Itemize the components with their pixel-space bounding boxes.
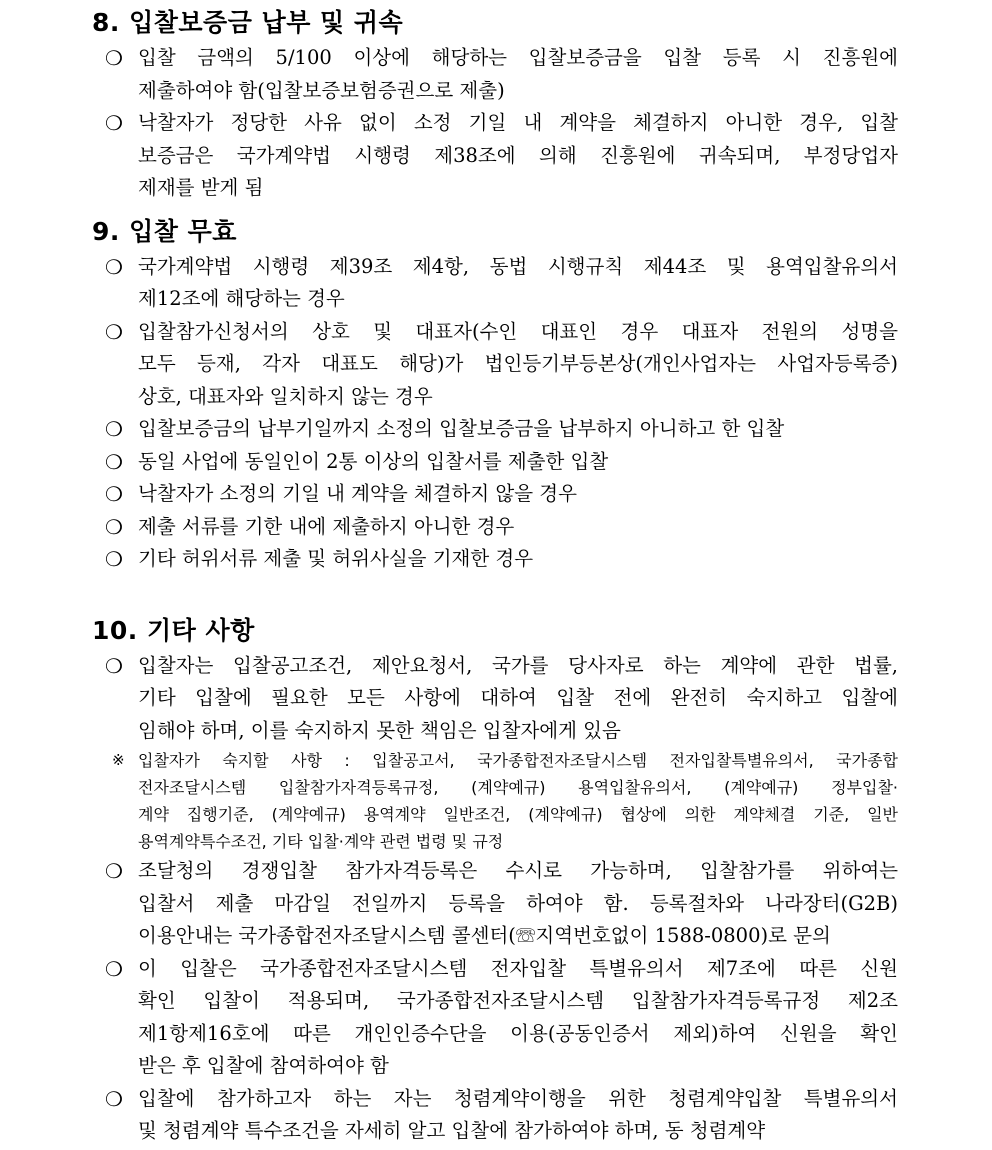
bullet-line: 및 청렴계약 특수조건을 자세히 알고 입찰에 참가하여야 하며, 동 청렴계약 (138, 1119, 766, 1142)
bullet-line: 입찰자는 입찰공고조건, 제안요청서, 국가를 당사자로 하는 계약에 관한 법률, (138, 653, 898, 677)
bullet-line: 입찰참가신청서의 상호 및 대표자(수인 대표인 경우 대표자 전원의 성명을 (138, 319, 898, 343)
bullet-circle-icon: ❍ (105, 417, 123, 441)
bullet-line: 입찰서 제출 마감일 전일까지 등록을 하여야 함. 등록절차와 나라장터(G2B) (138, 891, 898, 915)
note-line: 입찰자가 숙지할 사항 : 입찰공고서, 국가종합전자조달시스템 전자입찰특별유의서, 국가종합 (138, 751, 898, 770)
bullet-circle-icon: ❍ (105, 859, 123, 883)
bullet-circle-icon: ❍ (105, 547, 123, 571)
bullet-line: 낙찰자가 정당한 사유 없이 소정 기일 내 계약을 체결하지 아니한 경우, 입찰 (138, 111, 898, 134)
bullet-item (92, 478, 898, 511)
bullet-item (92, 650, 898, 748)
section-title: 8. 입찰보증금 납부 및 귀속 (92, 8, 404, 37)
bullet-item (92, 511, 898, 544)
section-title: 9. 입찰 무효 (92, 216, 237, 246)
bullet-line: 입찰 금액의 5/100 이상에 해당하는 입찰보증금을 입찰 등록 시 진흥원에 (138, 46, 898, 69)
note-item (92, 747, 898, 855)
note-line: 전자조달시스템 입찰참가자격등록규정, (계약예규) 용역입찰유의서, (계약예규) 정부입찰· (138, 778, 898, 797)
bullet-item (92, 543, 898, 576)
bullet-circle-icon: ❍ (105, 449, 123, 474)
bullet-line: 동일 사업에 동일인이 2통 이상의 입찰서를 제출한 입찰 (138, 449, 609, 473)
bullet-line: 기타 입찰에 필요한 모든 사항에 대하여 입찰 전에 완전히 숙지하고 입찰에 (138, 686, 898, 709)
bullet-item (92, 316, 898, 414)
bullet-item (92, 413, 898, 446)
bullet-item (92, 855, 898, 953)
bullet-line: 제출 서류를 기한 내에 제출하지 아니한 경우 (138, 514, 515, 538)
bullet-circle-icon: ❍ (105, 46, 123, 70)
bullet-item (92, 1083, 898, 1148)
bullet-line: 국가계약법 시행령 제39조 제4항, 동법 시행규칙 제44조 및 용역입찰유의서 (138, 254, 898, 278)
bullet-line: 상호, 대표자와 일치하지 않는 경우 (138, 384, 433, 408)
bullet-item (92, 107, 898, 205)
bullet-item (92, 446, 898, 479)
bullet-circle-icon: ❍ (105, 482, 123, 506)
bullet-line: 확인 입찰이 적용되며, 국가종합전자조달시스템 입찰참가자격등록규정 제2조 (138, 989, 898, 1012)
section-title: 10. 기타 사항 (92, 615, 255, 645)
bullet-line: 받은 후 입찰에 참여하여야 함 (138, 1054, 389, 1077)
bullet-item (92, 953, 898, 1083)
bullet-line: 제12조에 해당하는 경우 (138, 287, 345, 310)
note-line: 용역계약특수조건, 기타 입찰·계약 관련 법령 및 규정 (138, 832, 504, 851)
note-mark-icon: ※ (112, 751, 125, 769)
bullet-circle-icon: ❍ (105, 653, 123, 678)
bullet-item (92, 42, 898, 107)
bullet-line: 보증금은 국가계약법 시행령 제38조에 의해 진흥원에 귀속되며, 부정당업자 (138, 143, 898, 167)
bullet-line: 이용안내는 국가종합전자조달시스템 콜센터(☏지역번호없이 1588-0800)로 문의 (138, 924, 831, 947)
bullet-circle-icon: ❍ (105, 254, 123, 279)
bullet-line: 조달청의 경쟁입찰 참가자격등록은 수시로 가능하며, 입찰참가를 위하여는 (138, 859, 898, 882)
bullet-circle-icon: ❍ (105, 1086, 123, 1111)
bullet-circle-icon: ❍ (105, 111, 123, 135)
bullet-line: 임해야 하며, 이를 숙지하지 못한 책임은 입찰자에게 있음 (138, 718, 621, 742)
bullet-circle-icon: ❍ (105, 319, 123, 344)
bullet-circle-icon: ❍ (105, 514, 123, 539)
bullet-line: 제1항제16호에 따른 개인인증수단을 이용(공동인증서 제외)하여 신원을 확인 (138, 1021, 898, 1045)
note-line: 계약 집행기준, (계약예규) 용역계약 일반조건, (계약예규) 협상에 의한 계약체결 기준, 일반 (138, 805, 898, 824)
bullet-line: 입찰보증금의 납부기일까지 소정의 입찰보증금을 납부하지 아니하고 한 입찰 (138, 417, 785, 440)
bullet-line: 제출하여야 함(입찰보증보험증권으로 제출) (138, 78, 505, 102)
bullet-line: 이 입찰은 국가종합전자조달시스템 전자입찰 특별유의서 제7조에 따른 신원 (138, 956, 898, 980)
bullet-line: 낙찰자가 소정의 기일 내 계약을 체결하지 않을 경우 (138, 482, 577, 505)
bullet-item (92, 251, 898, 316)
bullet-line: 기타 허위서류 제출 및 허위사실을 기재한 경우 (138, 547, 534, 570)
bullet-line: 입찰에 참가하고자 하는 자는 청렴계약이행을 위한 청렴계약입찰 특별유의서 (138, 1086, 898, 1110)
bullet-line: 모두 등재, 각자 대표도 해당)가 법인등기부등본상(개인사업자는 사업자등록증) (138, 352, 898, 375)
bullet-line: 제재를 받게 됨 (138, 176, 264, 199)
bullet-circle-icon: ❍ (105, 956, 123, 981)
